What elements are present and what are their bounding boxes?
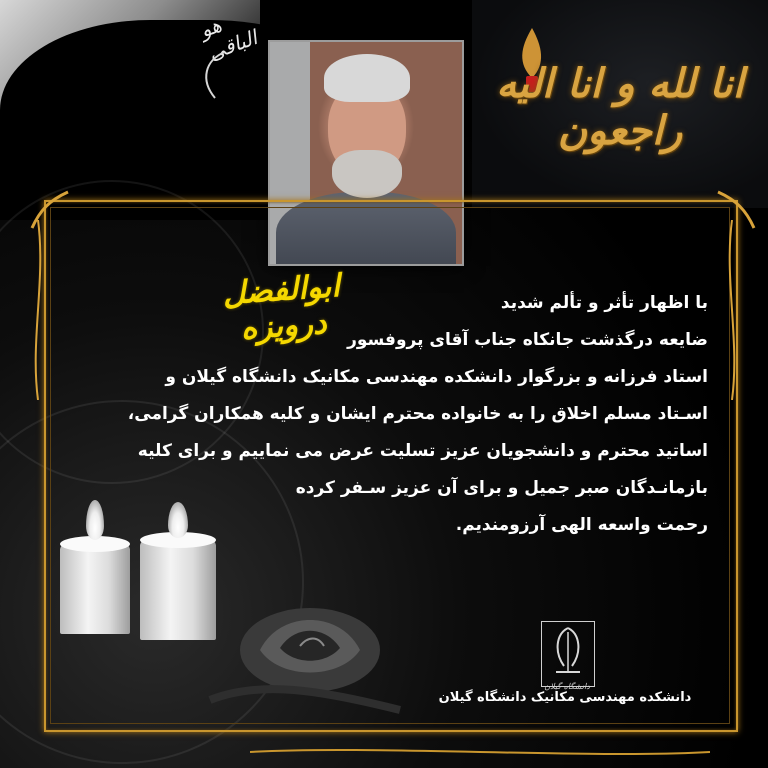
bottom-ornament (250, 745, 710, 759)
portrait-beard (332, 150, 402, 198)
university-logo (541, 621, 595, 687)
message-line: اساتید محترم و دانشجویان عزیز تسلیت عرض می نماییم و برای کلیه (137, 441, 708, 461)
verse-calligraphy: انا لله و انا الیه راجعون (496, 60, 744, 154)
candle-flame (86, 500, 104, 540)
message-line: استاد فرزانه و بزرگوار دانشکده مهندسی مکانیک دانشگاه گیلان و (165, 367, 708, 387)
deceased-name: ابوالفضل درویزه (221, 267, 342, 347)
motto-calligraphy: هو الباقی (196, 12, 261, 65)
candle-flame (168, 502, 188, 538)
frame-side-ornament (722, 220, 742, 400)
message-line: بازمانـدگان صبر جمیل و برای آن عزیز سـفر کرده (295, 478, 708, 498)
message-line: ضایعه درگذشت جانکاه جناب آقای پروفسور (347, 330, 708, 350)
motto-flourish (195, 50, 235, 100)
logo-caption: دانشگاه گیلان (544, 682, 590, 691)
message-line: رحمت واسعه الهی آرزومندیم. (455, 515, 708, 535)
rose-image (200, 590, 420, 720)
university-emblem-icon (542, 622, 594, 686)
message-line: با اظهار تأثر و تألم شدید (500, 293, 708, 313)
candle (60, 544, 130, 634)
message-line: اسـتاد مسلم اخلاق را به خانواده محترم ایشان و کلیه همکاران گرامی، (127, 404, 708, 424)
frame-side-ornament (28, 220, 48, 400)
footer-signature: دانشکده مهندسی مکانیک دانشگاه گیلان (438, 690, 692, 705)
portrait-hair (324, 54, 410, 102)
